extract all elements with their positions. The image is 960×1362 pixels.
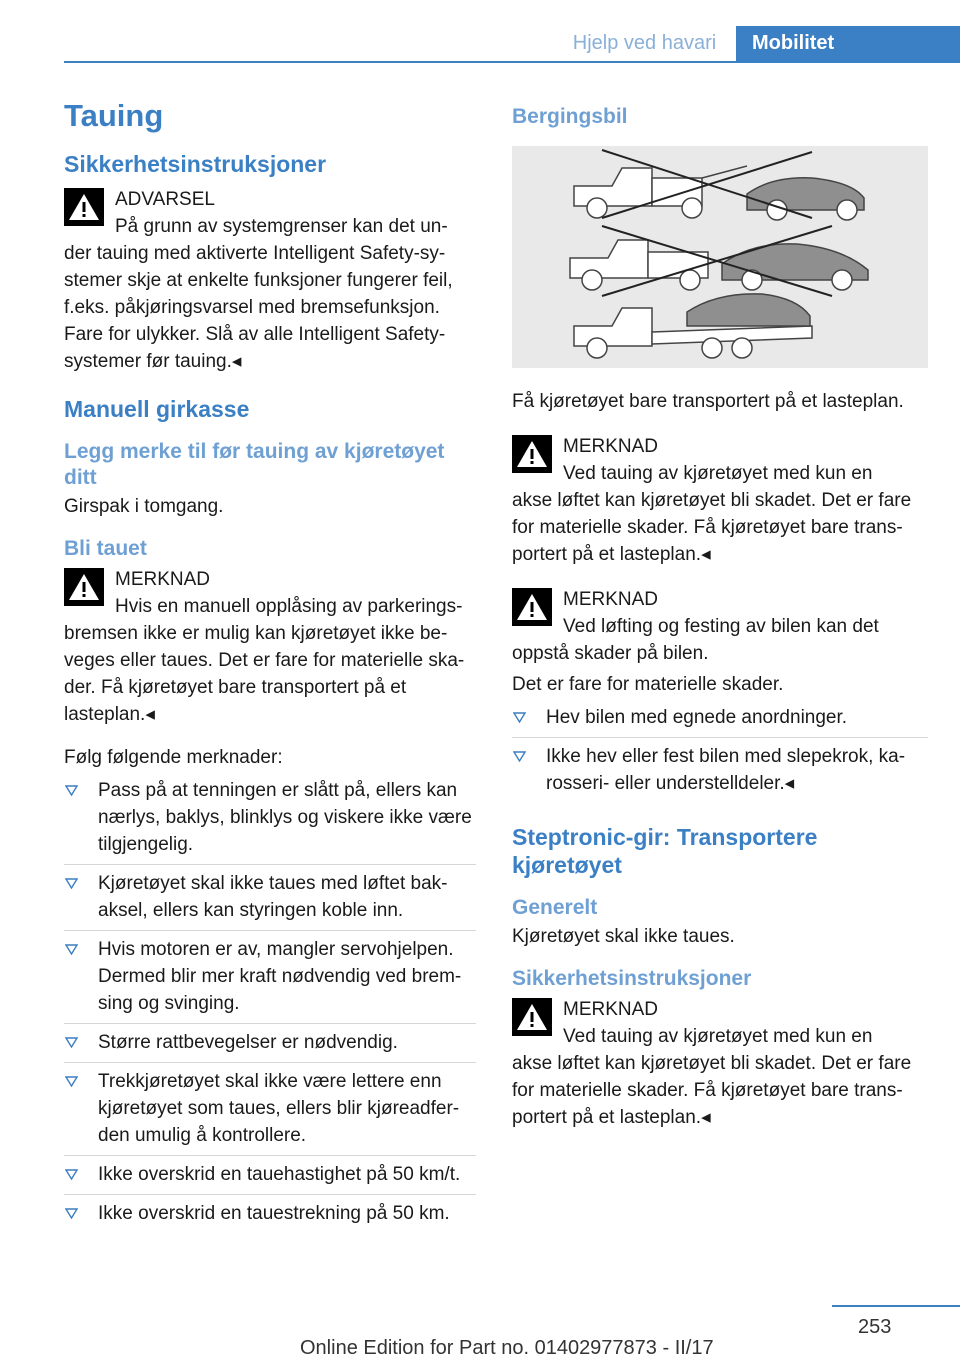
warning-block [64,186,476,375]
notice-text: oppstå skader på bilen. [512,643,709,664]
right-column [512,96,928,1131]
notice-text: bremsen ikke er mulig kan kjøretøyet ikke be-veges eller taues. Det er fare for materielle ska-der. Få kjøretøyet bare transportert på et lasteplan.◂ [64,623,465,725]
footer-rule [832,1305,960,1307]
triangle-bullet-icon [65,1037,78,1048]
list-item [64,1200,476,1233]
note-text: Girspak i tomgang. [64,496,224,517]
left-bullet-list [64,777,476,1233]
warning-text-lead: På grunn av systemgrenser kan det un- [115,216,448,237]
triangle-bullet-icon [65,944,78,955]
notice-label: MERKNAD [563,999,659,1020]
left-column [64,96,476,1238]
heading-safety: Sikkerhetsinstruksjoner [64,151,327,177]
triangle-bullet-icon [65,1208,78,1219]
warning-triangle-icon [64,568,104,606]
warning-text: der tauing med aktiverte Intelligent Safety-sy-stemer skje at enkelte funksjoner fungerer feil, f.eks. påkjøringsvarsel med bremsefunksjon. Fare for ulykker. Slå av alle Intelligent Safety-systemer før tauing.◂ [64,243,453,372]
general-text: Kjøretøyet skal ikke taues. [512,926,735,947]
list-item [512,704,928,738]
notice-text: akse løftet kan kjøretøyet bli skadet. Det er fare for materielle skader. Få kjøretøyet bare trans-portert på et lasteplan.◂ [512,1053,912,1128]
list-item-text: Hvis motoren er av, mangler servohjelpen. Dermed blir mer kraft nødvendig ved brem-sing og svinging. [98,939,462,1014]
list-item [512,743,928,803]
notice-block [512,996,928,1131]
warning-triangle-icon [512,998,552,1036]
warning-triangle-icon [512,435,552,473]
follow-text: Følg følgende merknader: [64,747,283,768]
notice-text-lead: Ved løfting og festing av bilen kan det [563,616,879,637]
figure-caption: Få kjøretøyet bare transportert på et lasteplan. [512,391,904,412]
tow-truck-illustration [512,146,928,368]
notice-block [64,566,476,728]
heading-general: Generelt [512,896,598,919]
warning-triangle-icon [64,188,104,226]
list-item-text: Ikke hev eller fest bilen med slepekrok, ka-rosseri- eller understelldeler.◂ [546,746,906,794]
list-item [64,777,476,865]
heading-manual-gearbox: Manuell girkasse [64,396,250,422]
triangle-bullet-icon [65,1076,78,1087]
list-item-text: Hev bilen med egnede anordninger. [546,707,848,728]
triangle-bullet-icon [65,878,78,889]
header-rule [64,61,960,63]
list-item [64,1161,476,1195]
notice-block [512,433,928,568]
notice-text-lead: Ved tauing av kjøretøyet med kun en [563,1026,873,1047]
triangle-bullet-icon [65,785,78,796]
list-item-text: Ikke overskrid en tauestrekning på 50 km. [98,1203,450,1224]
edition-text: Online Edition for Part no. 01402977873 - II/17 [300,1337,714,1359]
heading-safety-2: Sikkerhetsinstruksjoner [512,967,752,990]
triangle-bullet-icon [513,712,526,723]
heading-being-towed: Bli tauet [64,537,147,560]
list-item-text: Større rattbevegelser er nødvendig. [98,1032,398,1053]
triangle-bullet-icon [65,1169,78,1180]
warning-triangle-icon [512,588,552,626]
header-section-tab[interactable]: Hjelp ved havari [572,32,717,54]
right-bullet-list [512,704,928,803]
heading-before-towing: Legg merke til før tauing av kjøretøyet ditt [64,440,445,489]
list-item [64,1068,476,1156]
list-item-text: Ikke overskrid en tauehastighet på 50 km/t. [98,1164,461,1185]
notice-text: akse løftet kan kjøretøyet bli skadet. Det er fare for materielle skader. Få kjøretøyet bare trans-portert på et lasteplan.◂ [512,490,912,565]
notice-label: MERKNAD [115,569,211,590]
warning-label: ADVARSEL [115,189,215,210]
list-item [64,936,476,1024]
page-title: Tauing [64,98,164,133]
list-item-text: Pass på at tenningen er slått på, ellers kan nærlys, baklys, blinklys og viskere ikke være tilgjengelig. [98,780,472,855]
list-item-text: Kjøretøyet skal ikke taues med løftet bak-aksel, ellers kan styringen koble inn. [98,873,448,921]
notice-text-lead: Hvis en manuell opplåsing av parkerings- [115,596,463,617]
page-number: 253 [858,1316,892,1338]
notice-label: MERKNAD [563,589,659,610]
notice-label: MERKNAD [563,436,659,457]
header-active-tab[interactable]: Mobilitet [736,26,960,61]
list-item-text: Trekkjøretøyet skal ikke være lettere enn kjøretøyet som taues, ellers blir kjøreadfer-den umulig å kontrollere. [98,1071,460,1146]
triangle-bullet-icon [513,751,526,762]
notice-block [512,586,928,667]
list-item [64,870,476,931]
risk-text: Det er fare for materielle skader. [512,674,784,695]
heading-tow-truck: Bergingsbil [512,105,628,128]
heading-steptronic: Steptronic-gir: Transportere kjøretøyet [512,824,818,878]
list-item [64,1029,476,1063]
notice-text-lead: Ved tauing av kjøretøyet med kun en [563,463,873,484]
